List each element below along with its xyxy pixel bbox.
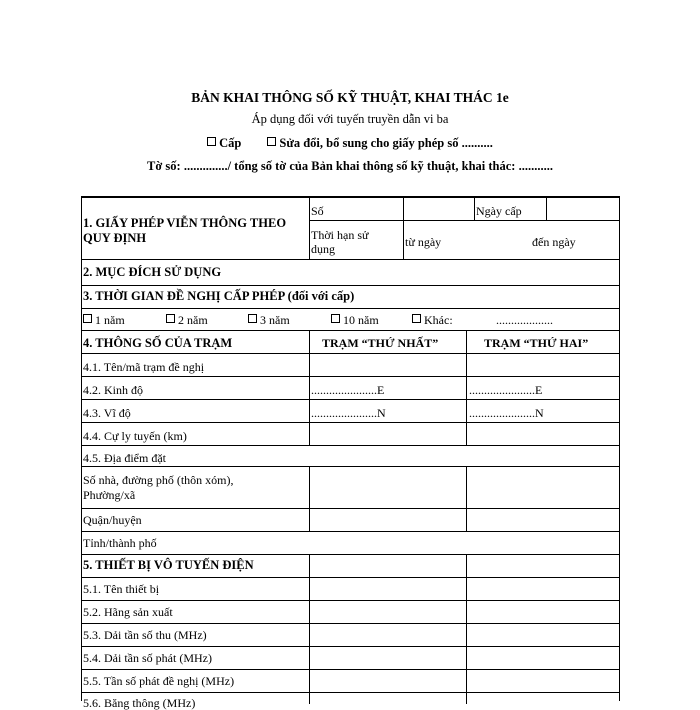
sec1-title-line2: QUY ĐỊNH (83, 231, 147, 245)
row-4-5: 4.5. Địa điểm đặt (83, 451, 166, 465)
province-label: Tỉnh/thành phố (83, 536, 157, 550)
form-title: BẢN KHAI THÔNG SỐ KỸ THUẬT, KHAI THÁC 1e (191, 90, 509, 105)
district-label: Quận/huyện (83, 513, 142, 527)
sec1-title-line1: 1. GIẤY PHÉP VIỄN THÔNG THEO (83, 216, 287, 230)
row-5-5: 5.5. Tần số phát đề nghị (MHz) (83, 674, 235, 688)
option-label: 2 năm (178, 313, 208, 327)
ngay-cap-label: Ngày cấp (476, 204, 522, 218)
option-3-nam[interactable] (248, 313, 290, 327)
option-2-nam[interactable] (166, 313, 208, 327)
option-10-nam[interactable] (331, 313, 379, 327)
lat-field-1[interactable]: ......................N (311, 406, 386, 420)
lat-field-2[interactable]: ......................N (469, 406, 544, 420)
checkbox-icon (412, 314, 421, 323)
option-label: 10 năm (343, 313, 379, 327)
form-options (0, 136, 700, 151)
row-5-1: 5.1. Tên thiết bị (83, 582, 160, 596)
khac-dots: ................... (496, 313, 553, 327)
form-subtitle: Áp dụng đối với tuyến truyền dẫn vi ba (251, 112, 449, 126)
sec5-title: 5. THIẾT BỊ VÔ TUYẾN ĐIỆN (83, 558, 254, 572)
row-5-2: 5.2. Hãng sản xuất (83, 605, 173, 619)
long-field-1[interactable]: ......................E (311, 383, 385, 397)
sec2-title: 2. MỤC ĐÍCH SỬ DỤNG (83, 265, 222, 279)
sec4-title: 4. THÔNG SỐ CỦA TRẠM (83, 336, 233, 350)
option-cap-label: Cấp (219, 136, 242, 150)
checkbox-cap[interactable] (207, 137, 216, 146)
row-4-2: 4.2. Kinh độ (83, 383, 143, 397)
sheet-number-line: Tờ số: ............../ tổng số tờ của Bản khai thông số kỹ thuật, khai thác: ........... (147, 159, 553, 173)
checkbox-sua-doi[interactable] (267, 137, 276, 146)
row-5-6: 5.6. Băng thông (MHz) (83, 696, 196, 710)
so-field[interactable] (405, 202, 473, 218)
checkbox-icon (331, 314, 340, 323)
option-sua-doi-label: Sửa đổi, bổ sung cho giấy phép số .......... (279, 136, 493, 150)
spec-table (81, 196, 620, 710)
col-tram-thu-hai: TRẠM “THỨ HAI” (484, 336, 589, 350)
row-4-4: 4.4. Cự ly tuyến (km) (83, 429, 187, 443)
tu-ngay-label: từ ngày (405, 235, 442, 249)
row-5-3: 5.3. Dải tần số thu (MHz) (83, 628, 207, 642)
checkbox-icon (83, 314, 92, 323)
addr-line1: Số nhà, đường phố (thôn xóm), (83, 473, 234, 487)
row-5-4: 5.4. Dải tần số phát (MHz) (83, 651, 212, 665)
sec3-title: 3. THỜI GIAN ĐỀ NGHỊ CẤP PHÉP (đối với cấp) (83, 289, 355, 303)
option-label: Khác: (424, 313, 453, 327)
ngay-cap-field[interactable] (548, 202, 618, 218)
long-field-2[interactable]: ......................E (469, 383, 543, 397)
addr-line2: Phường/xã (83, 488, 136, 502)
option-1-nam[interactable] (83, 313, 125, 327)
option-khac[interactable] (412, 313, 453, 327)
den-ngay-label: đến ngày (532, 235, 576, 249)
option-label: 1 năm (95, 313, 125, 327)
col-tram-thu-nhat: TRẠM “THỨ NHẤT” (322, 336, 439, 350)
so-label: Số (311, 204, 324, 218)
checkbox-icon (166, 314, 175, 323)
row-4-1: 4.1. Tên/mã trạm đề nghị (83, 360, 205, 374)
option-label: 3 năm (260, 313, 290, 327)
thoi-han-line2: dụng (311, 242, 335, 256)
thoi-han-line1: Thời hạn sử (311, 228, 369, 242)
checkbox-icon (248, 314, 257, 323)
row-4-3: 4.3. Vĩ độ (83, 406, 131, 420)
